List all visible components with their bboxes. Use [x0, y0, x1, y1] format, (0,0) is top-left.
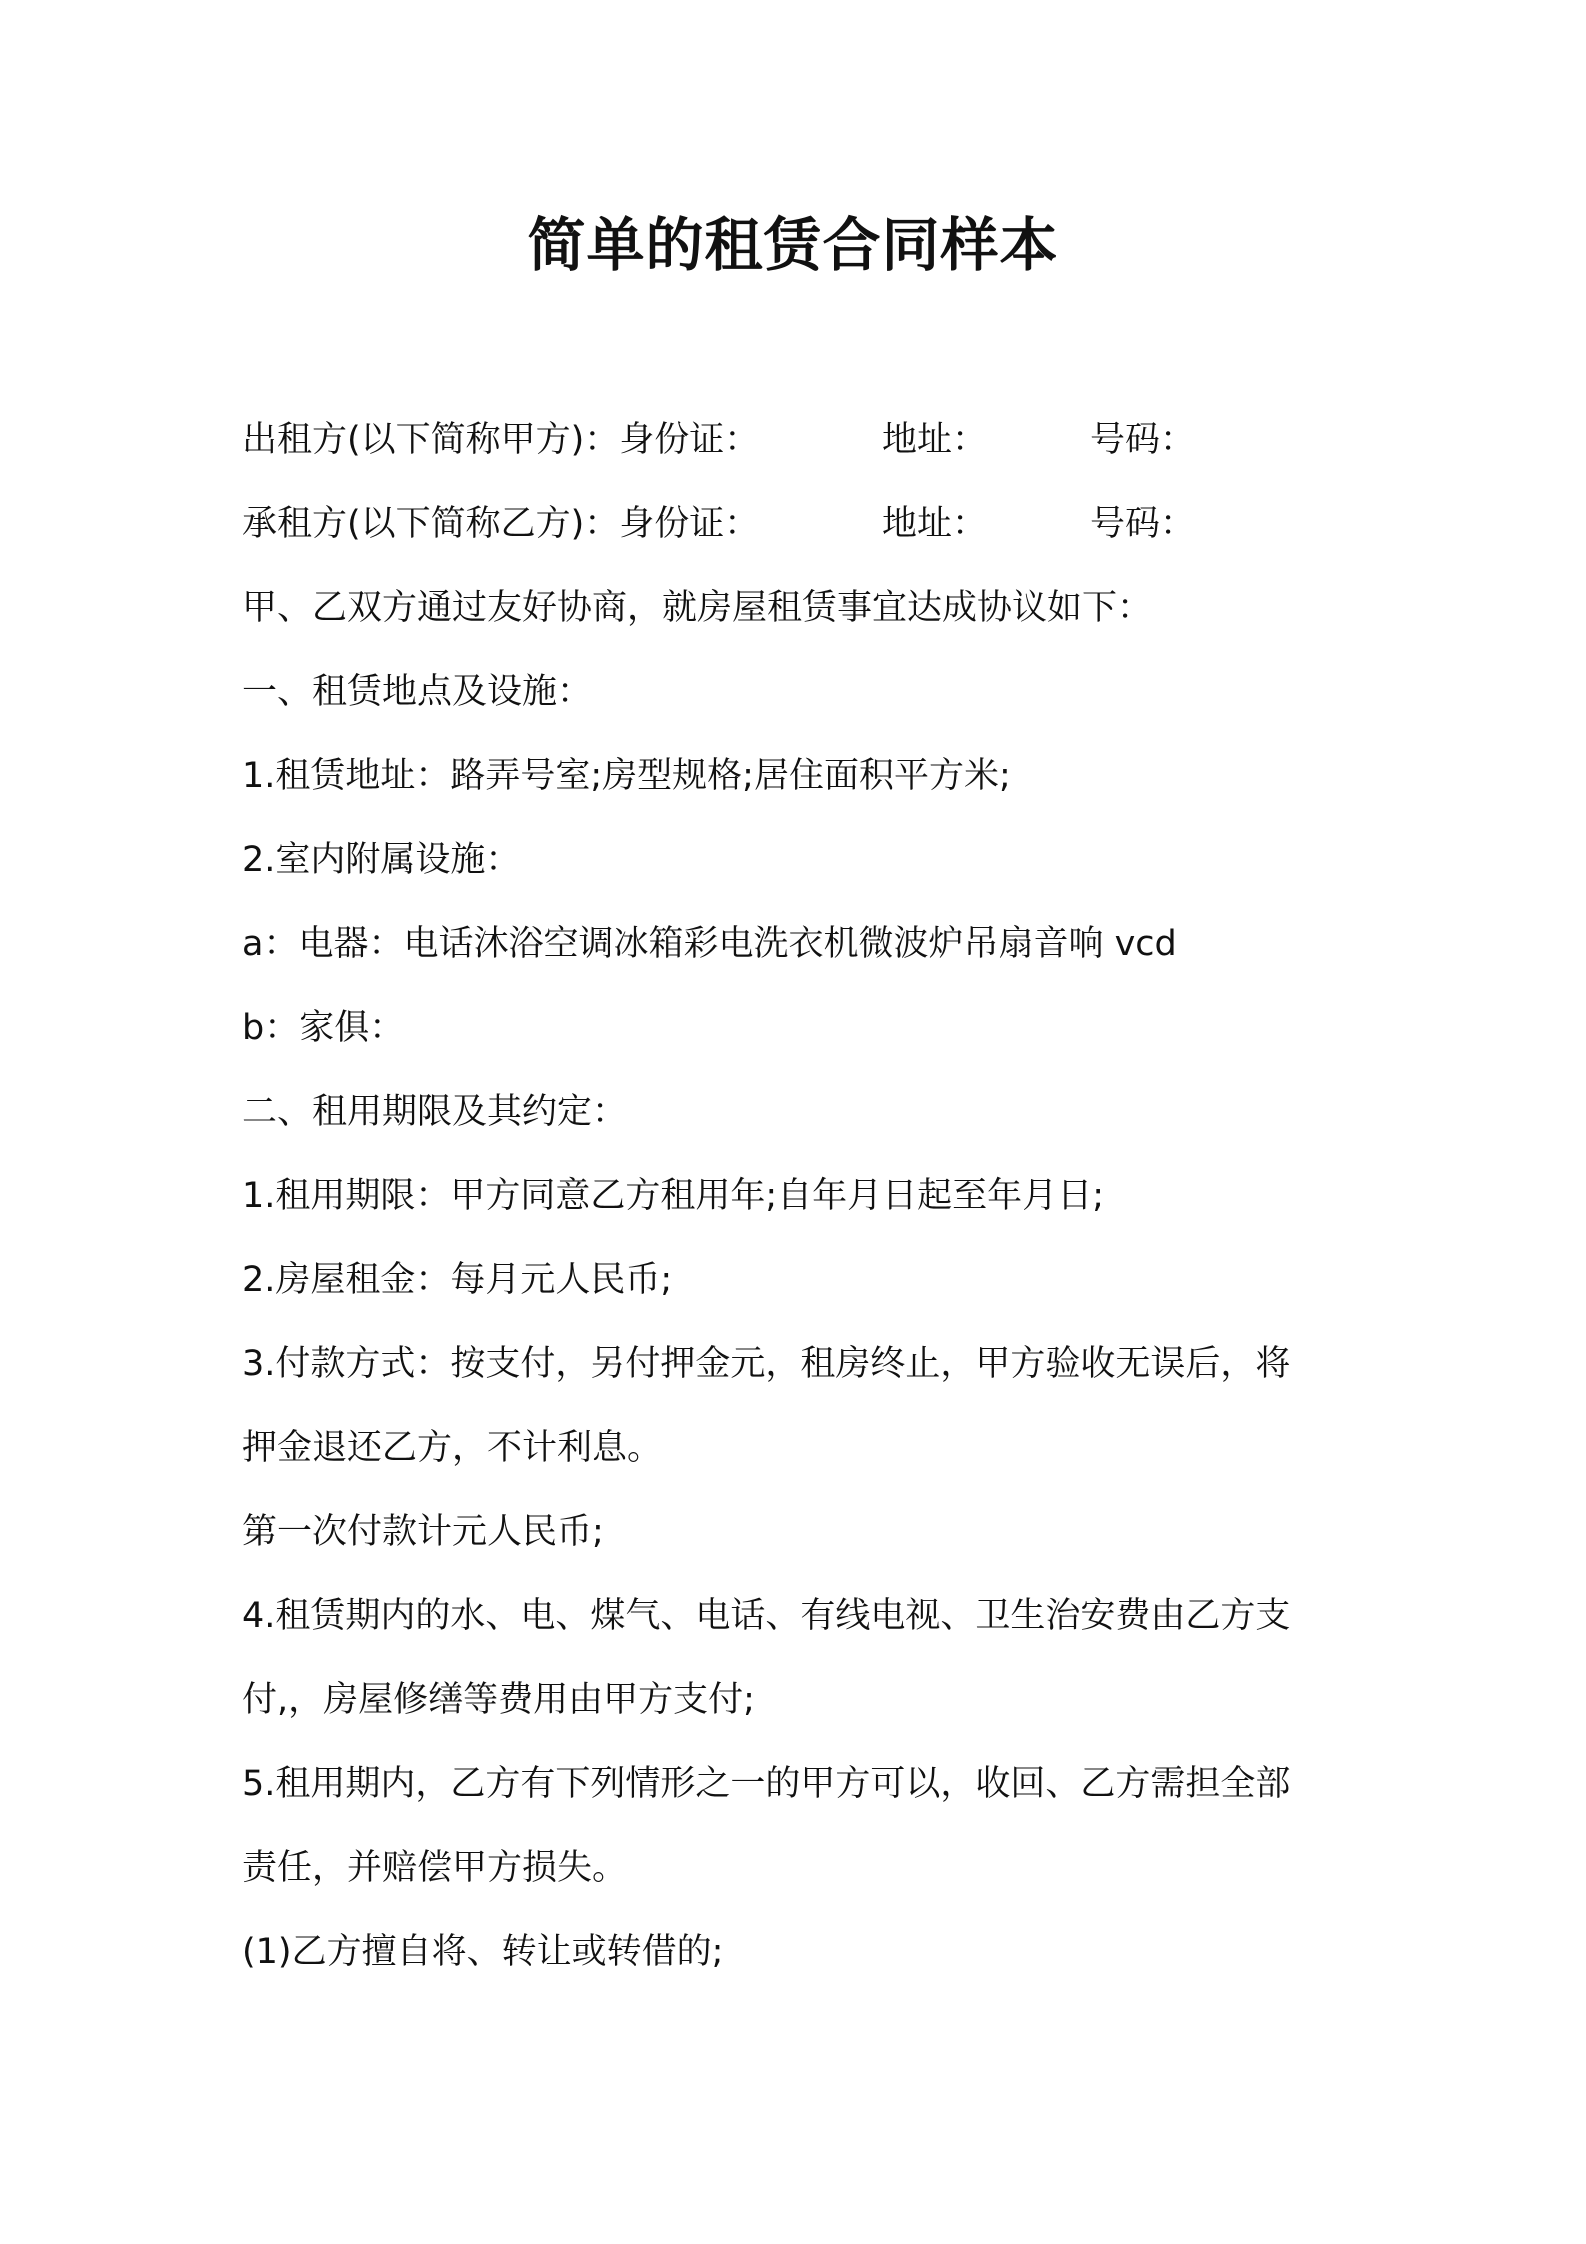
- lessor-id-label: 出租方(以下简称甲方)：身份证：: [242, 420, 760, 460]
- clause-utilities: 4.租赁期内的水、电、煤气、电话、有线电视、卫生治安费由乙方支: [242, 1596, 1291, 1636]
- clause-lease-term: 1.租用期限：甲方同意乙方租用年;自年月日起至年月日;: [242, 1176, 1104, 1216]
- clause-utilities-cont: 付,，房屋修缮等费用由甲方支付;: [242, 1680, 755, 1720]
- lessee-id-label: 承租方(以下简称乙方)：身份证：: [242, 504, 760, 544]
- clause-payment-method-cont: 押金退还乙方，不计利息。: [242, 1428, 663, 1468]
- lessor-number-label: 号码：: [1090, 420, 1196, 460]
- clause-payment-method: 3.付款方式：按支付，另付押金元，租房终止，甲方验收无误后，将: [242, 1344, 1291, 1384]
- clause-rent: 2.房屋租金：每月元人民币;: [242, 1260, 673, 1300]
- clause-termination-cont: 责任，并赔偿甲方损失。: [242, 1848, 628, 1888]
- clause-facilities: 2.室内附属设施：: [242, 840, 521, 880]
- clause-sublet: (1)乙方擅自将、转让或转借的;: [242, 1932, 724, 1972]
- clause-termination: 5.租用期内，乙方有下列情形之一的甲方可以，收回、乙方需担全部: [242, 1764, 1291, 1804]
- lessee-number-label: 号码：: [1090, 504, 1196, 544]
- lessee-address-label: 地址：: [882, 504, 988, 544]
- document-body: [242, 398, 1362, 1994]
- section-heading-term: 二、租用期限及其约定：: [242, 1092, 628, 1132]
- lessor-address-label: 地址：: [882, 420, 988, 460]
- section-heading-location: 一、租赁地点及设施：: [242, 672, 593, 712]
- clause-furniture: b：家俱：: [242, 1008, 405, 1048]
- clause-appliances: a：电器：电话沐浴空调冰箱彩电洗衣机微波炉吊扇音响 vcd: [242, 924, 1177, 964]
- agreement-intro: 甲、乙双方通过友好协商，就房屋租赁事宜达成协议如下：: [242, 588, 1153, 628]
- lessee-line: [242, 482, 1362, 566]
- clause-first-payment: 第一次付款计元人民币;: [242, 1512, 604, 1552]
- clause-rental-address: 1.租赁地址：路弄号室;房型规格;居住面积平方米;: [242, 756, 1011, 796]
- lessor-line: [242, 398, 1362, 482]
- document-title: 简单的租赁合同样本: [527, 211, 1059, 279]
